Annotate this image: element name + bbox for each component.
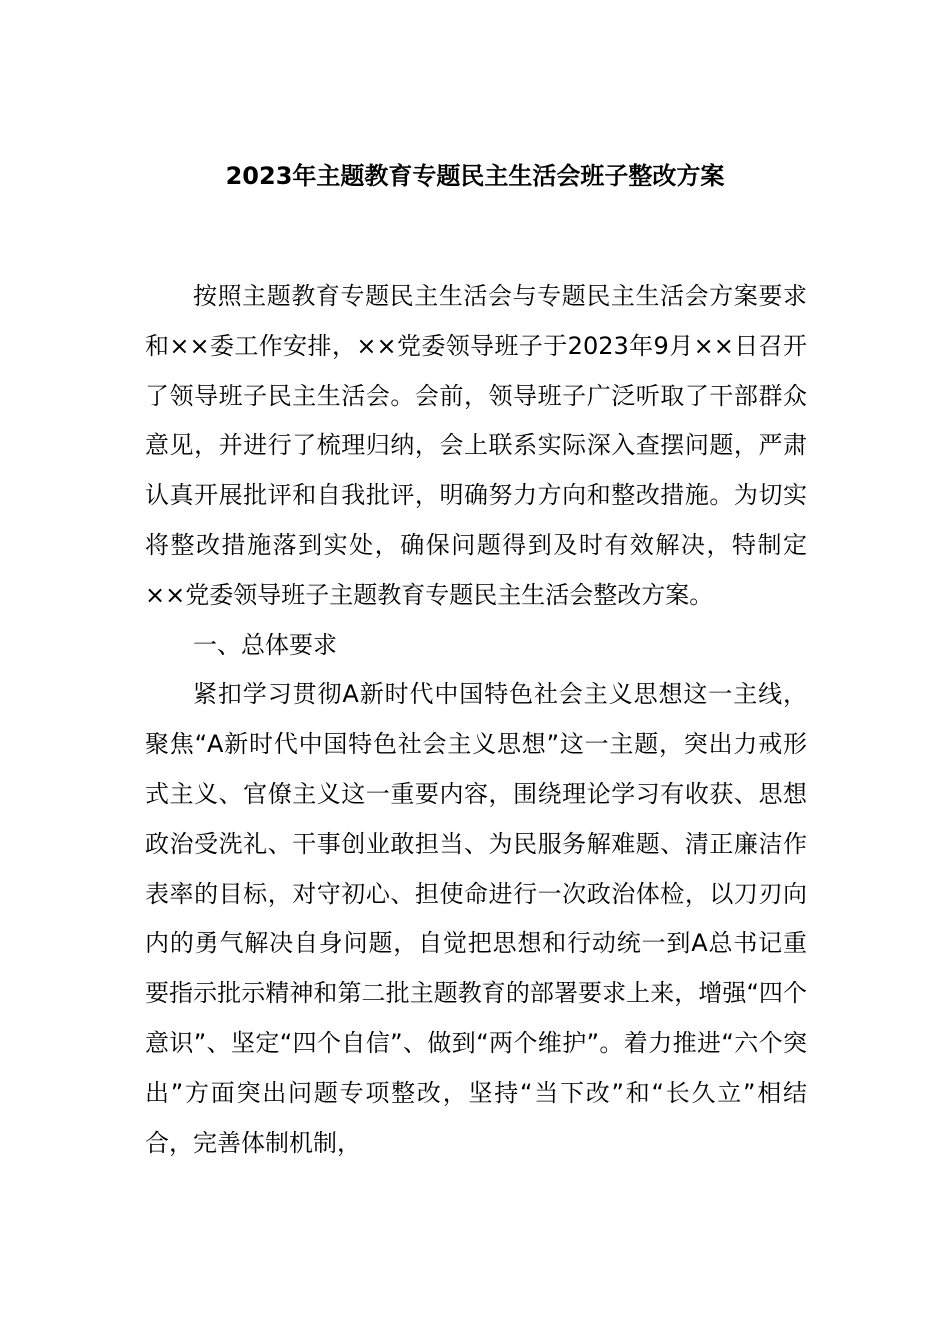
section-heading-general-requirements: 一、总体要求 [193, 630, 337, 659]
section-paragraph-general-requirements: 紧扣学习贯彻A新时代中国特色社会主义思想这一主线，聚焦“A新时代中国特色社会主义思想”这一主题，突出力戒形式主义、官僚主义这一重要内容，围绕理论学习有收获、思想政治受洗礼、干事创业敢担当、为民服务解难题、清正廉洁作表率的目标，对守初心、担使命进行一次政治体检，以刀刃向内的勇气解决自身问题，自觉把思想和行动统一到A总书记重要指示批示精神和第二批主题教育的部署要求上来，增强“四个意识”、坚定“四个自信”、做到“两个维护”。着力推进“六个突出”方面突出问题专项整改，坚持“当下改”和“长久立”相结合，完善体制机制， [145, 680, 807, 1157]
document-body [145, 272, 807, 1168]
document-title: 2023年主题教育专题民主生活会班子整改方案 [225, 162, 725, 190]
intro-paragraph: 按照主题教育专题民主生活会与专题民主生活会方案要求和××委工作安排，××党委领导班子于2023年9月××日召开了领导班子民主生活会。会前，领导班子广泛听取了干部群众意见，并进行了梳理归纳，会上联系实际深入查摆问题，严肃认真开展批评和自我批评，明确努力方向和整改措施。为切实将整改措施落到实处，确保问题得到及时有效解决，特制定××党委领导班子主题教育专题民主生活会整改方案。 [145, 282, 807, 609]
